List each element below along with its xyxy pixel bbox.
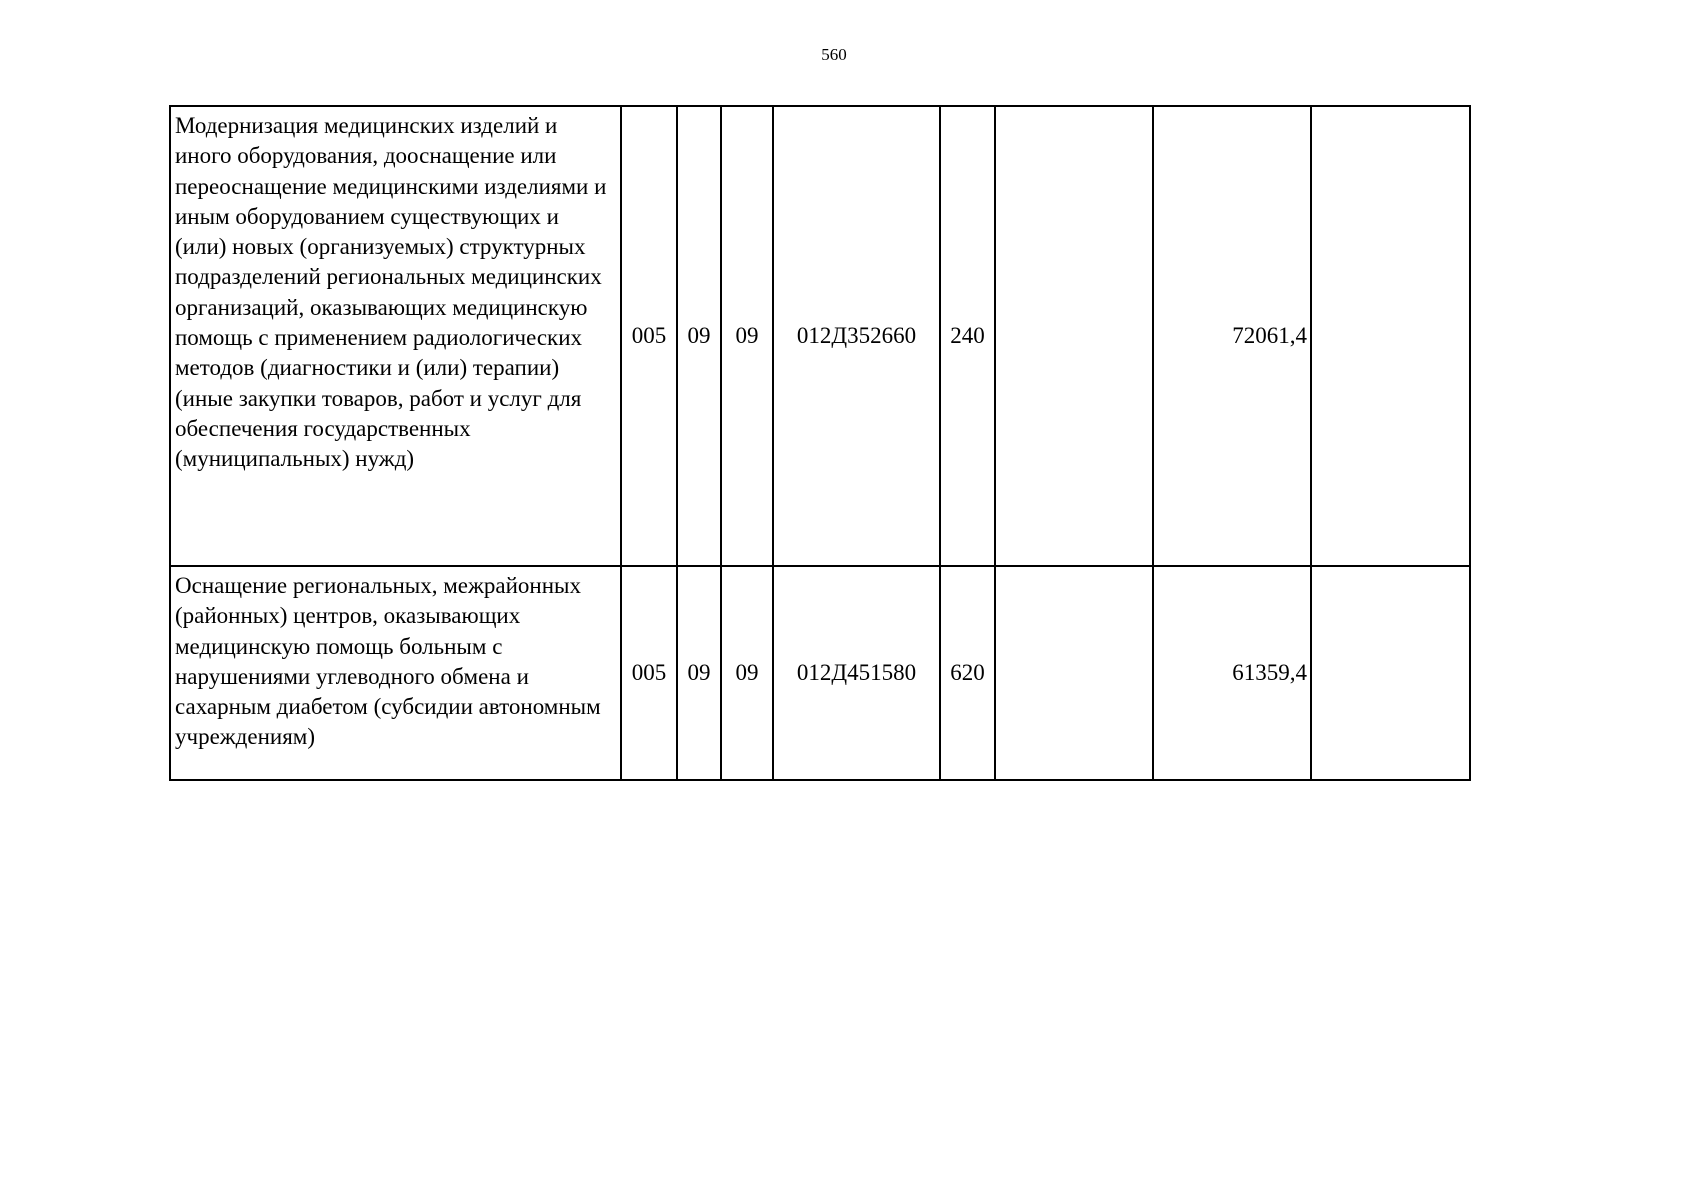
expense-type-cell: 620 — [940, 566, 995, 780]
expense-name-cell: Оснащение региональных, межрайонных (районных) центров, оказывающих медицинскую помощь больным с нарушениями углеводного обмена и сахарным диабетом (субсидии автономным учреждениям) — [170, 566, 621, 780]
amount-cell-1 — [995, 566, 1153, 780]
page-number: 560 — [821, 45, 847, 64]
amount-cell-3 — [1311, 106, 1470, 566]
table-row — [170, 566, 1470, 780]
amount-cell-3 — [1311, 566, 1470, 780]
amount-cell-1 — [995, 106, 1153, 566]
subsection-code-cell: 09 — [721, 566, 773, 780]
section-code-cell: 09 — [677, 106, 721, 566]
amount-cell-2: 72061,4 — [1153, 106, 1311, 566]
target-article-cell: 012Д352660 — [773, 106, 940, 566]
ministry-code-cell: 005 — [621, 566, 677, 780]
ministry-code-cell: 005 — [621, 106, 677, 566]
target-article-cell: 012Д451580 — [773, 566, 940, 780]
amount-cell-2: 61359,4 — [1153, 566, 1311, 780]
section-code-cell: 09 — [677, 566, 721, 780]
expense-type-cell: 240 — [940, 106, 995, 566]
table-row — [170, 106, 1470, 566]
subsection-code-cell: 09 — [721, 106, 773, 566]
budget-table — [169, 105, 1471, 781]
expense-name-cell: Модернизация медицинских изделий и иного оборудования, дооснащение или переоснащение медицинскими изделиями и иным оборудованием существующих и (или) новых (организуемых) структурных подразделений региональных медицинских организаций, оказывающих медицинскую помощь с применением радиологических методов (диагностики и (или) терапии) (иные закупки товаров, работ и услуг для обеспечения государственных (муниципальных) нужд) — [170, 106, 621, 566]
